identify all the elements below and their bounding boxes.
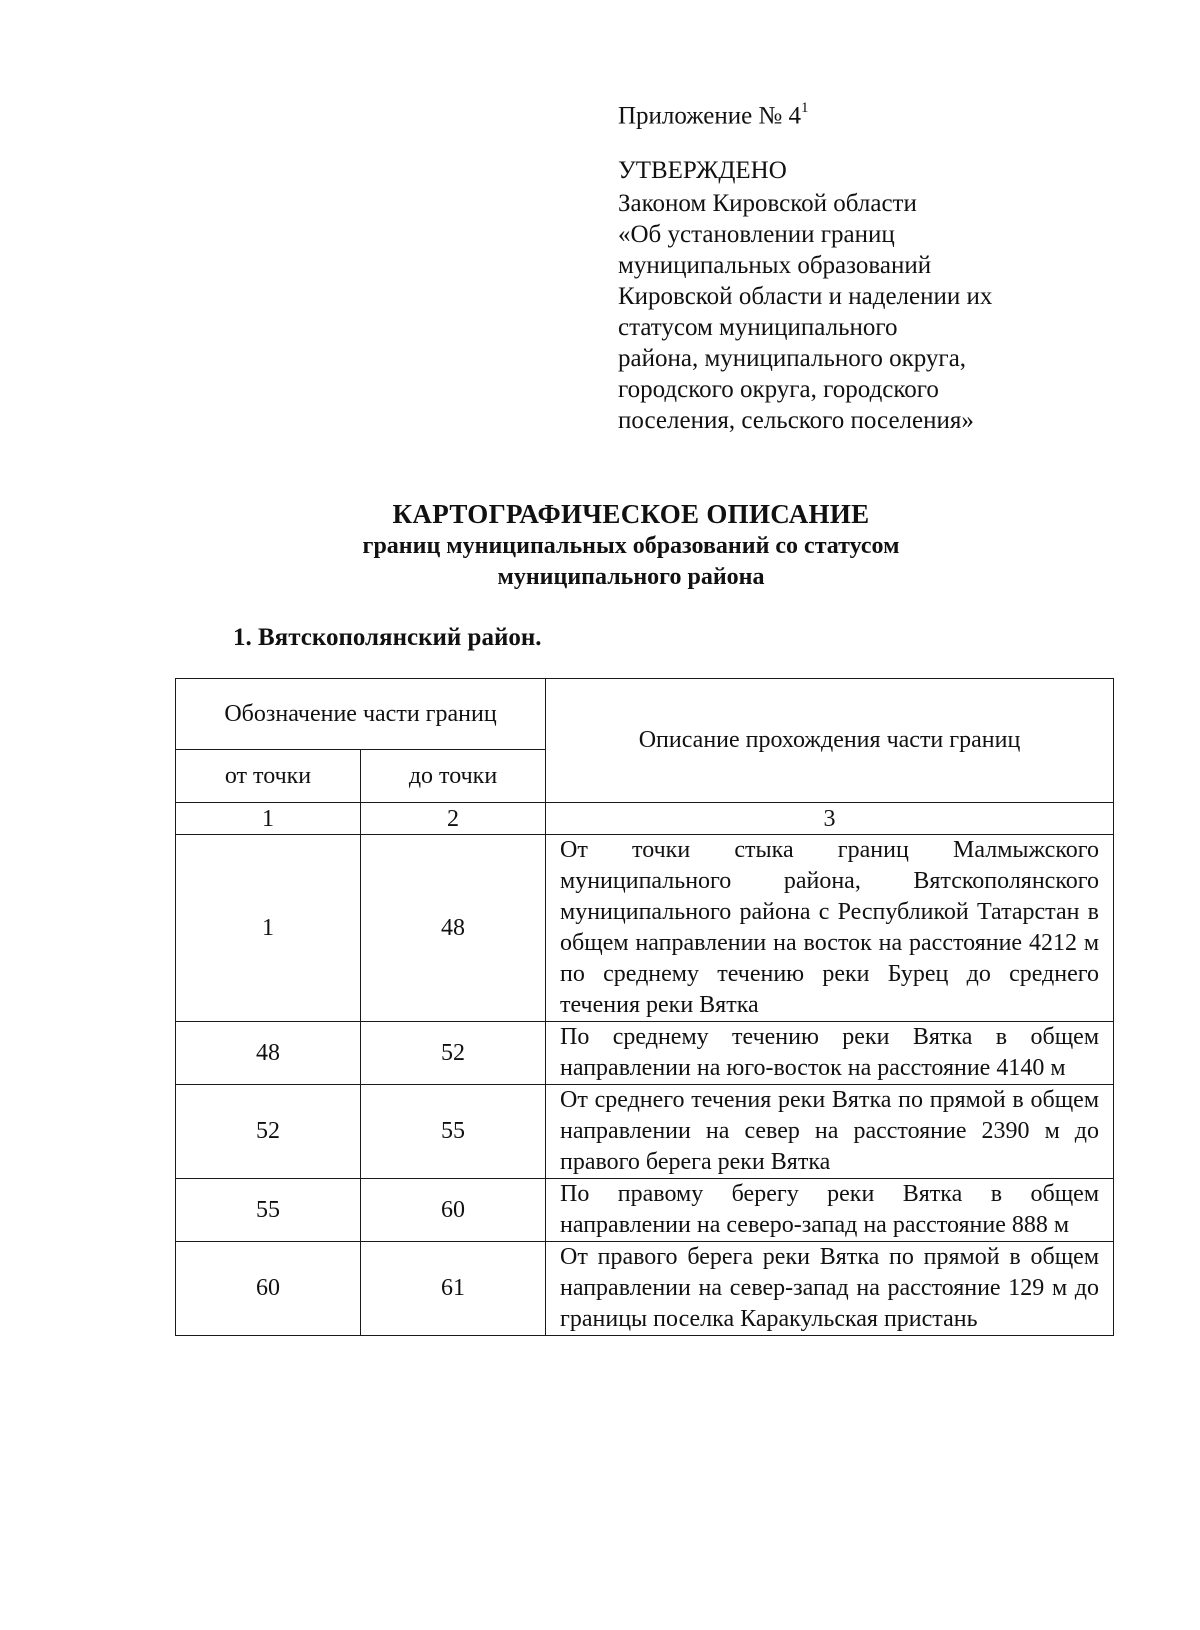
description-cell: От среднего течения реки Вятка по прямой в общем направлении на север на расстояние 2390 м до правого берега реки Вятка	[546, 1085, 1114, 1179]
to-point-cell: 61	[361, 1242, 546, 1336]
approved-title: УТВЕРЖДЕНО	[618, 157, 787, 185]
from-point-cell: 48	[176, 1022, 361, 1085]
description-cell: По среднему течению реки Вятка в общем направлении на юго-восток на расстояние 4140 м	[546, 1022, 1114, 1085]
approval-block	[618, 95, 1098, 436]
document-subtitle-line2: муниципального района	[497, 564, 765, 590]
from-point-cell: 60	[176, 1242, 361, 1336]
to-point-cell: 55	[361, 1085, 546, 1179]
from-point-cell: 1	[176, 835, 361, 1022]
column-number: 2	[361, 803, 546, 835]
description-cell: От точки стыка границ Малмыжского муниципального района, Вятскополянского муниципального района с Республикой Татарстан в общем направлении на восток на расстояние 4212 м по среднему течению реки Бурец до среднего течения реки Вятка	[546, 835, 1114, 1022]
header-from-cell: от точки	[176, 750, 361, 803]
law-line: муниципальных образований	[618, 252, 932, 280]
annex-superscript: 1	[801, 100, 809, 116]
document-title: КАРТОГРАФИЧЕСКОЕ ОПИСАНИЕ	[392, 499, 870, 529]
from-point-cell: 55	[176, 1179, 361, 1242]
law-line: «Об установлении границ	[618, 221, 895, 249]
table-row	[176, 1022, 1114, 1085]
header-group-cell: Обозначение части границ	[176, 679, 546, 750]
document-subtitle-line1: границ муниципальных образований со статусом	[362, 533, 900, 559]
from-point-cell: 52	[176, 1085, 361, 1179]
law-line: поселения, сельского поселения»	[618, 407, 974, 435]
document-heading	[0, 497, 1200, 593]
description-cell: По правому берегу реки Вятка в общем направлении на северо-запад на расстояние 888 м	[546, 1179, 1114, 1242]
table-row	[176, 835, 1114, 1022]
law-line: Законом Кировской области	[618, 190, 917, 218]
table-row	[176, 1085, 1114, 1179]
column-number: 1	[176, 803, 361, 835]
to-point-cell: 48	[361, 835, 546, 1022]
table-row	[176, 1179, 1114, 1242]
law-line: статусом муниципального	[618, 314, 898, 342]
to-point-cell: 60	[361, 1179, 546, 1242]
law-line: городского округа, городского	[618, 376, 939, 404]
column-number-row	[176, 803, 1114, 835]
law-line: района, муниципального округа,	[618, 345, 967, 373]
boundary-table	[175, 678, 1114, 1336]
law-line: Кировской области и наделении их	[618, 283, 993, 311]
column-number: 3	[546, 803, 1114, 835]
header-to-cell: до точки	[361, 750, 546, 803]
header-description-cell: Описание прохождения части границ	[546, 679, 1114, 803]
table-row	[176, 1242, 1114, 1336]
annex-label: Приложение № $4^1$	[618, 100, 809, 130]
description-cell: От правого берега реки Вятка по прямой в общем направлении на север-запад на расстояние 129 м до границы поселка Каракульская пристань	[546, 1242, 1114, 1336]
section-title: 1. Вятскополянский район.	[233, 624, 542, 651]
to-point-cell: 52	[361, 1022, 546, 1085]
